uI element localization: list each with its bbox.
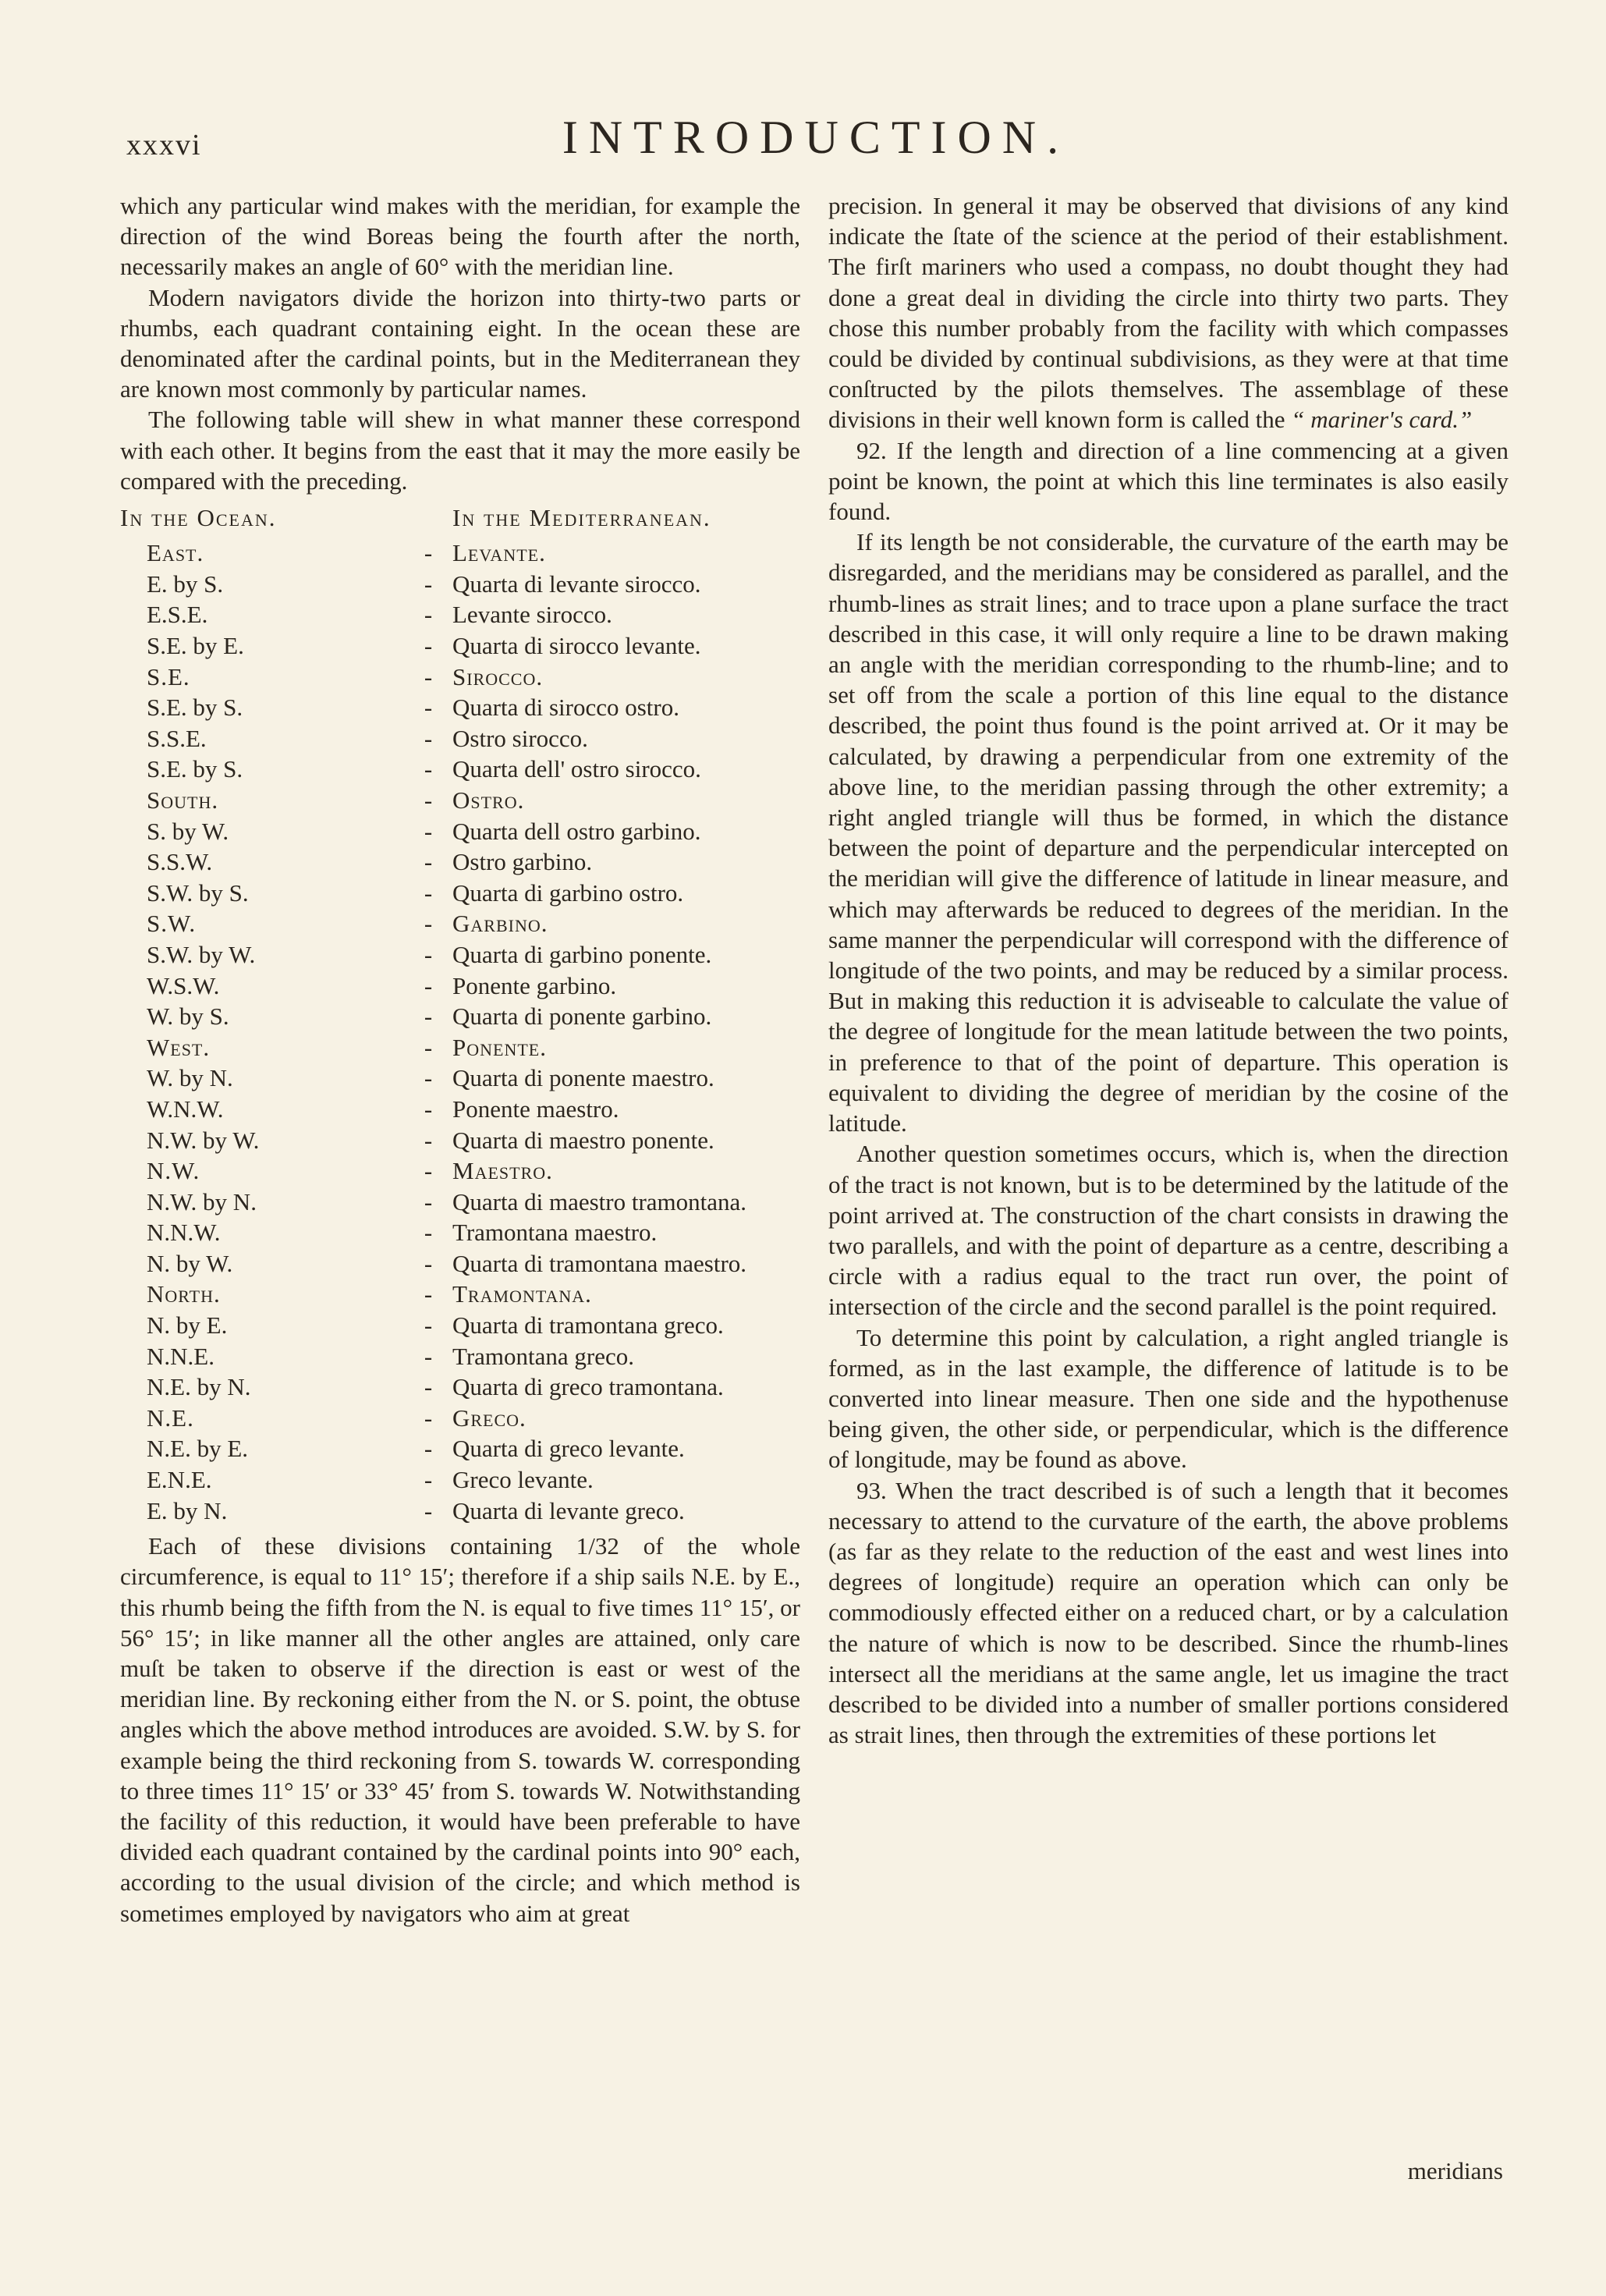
mediterranean-name: Tramontana. xyxy=(452,1280,592,1308)
table-row xyxy=(120,878,800,909)
table-row xyxy=(120,1217,800,1248)
row-dash: - xyxy=(424,1435,433,1463)
mediterranean-name: Maestro. xyxy=(452,1157,553,1185)
table-row xyxy=(120,1032,800,1063)
ocean-rhumb: N.N.E. xyxy=(147,1342,214,1370)
table-row xyxy=(120,1155,800,1187)
table-body xyxy=(120,538,800,1526)
row-dash: - xyxy=(424,1064,433,1092)
mediterranean-name: Levante sirocco. xyxy=(452,601,612,629)
mediterranean-name: Levante. xyxy=(452,539,546,567)
table-row xyxy=(120,1433,800,1464)
row-dash: - xyxy=(424,601,433,629)
table-row xyxy=(120,1372,800,1403)
ocean-rhumb: S.S.W. xyxy=(147,848,213,876)
ocean-rhumb: N.W. by W. xyxy=(147,1126,260,1154)
mediterranean-name: Quarta di sirocco ostro. xyxy=(452,694,679,722)
mediterranean-name: Quarta di maestro tramontana. xyxy=(452,1187,747,1215)
mediterranean-name: Ostro garbino. xyxy=(452,848,593,876)
mediterranean-name: Sirocco. xyxy=(452,662,544,690)
mediterranean-name: Quarta di maestro ponente. xyxy=(452,1126,714,1154)
right-paragraph-1 xyxy=(828,190,1509,435)
mediterranean-name: Tramontana maestro. xyxy=(452,1219,658,1247)
right-column xyxy=(828,190,1509,1750)
row-dash: - xyxy=(424,755,433,783)
table-row xyxy=(120,1187,800,1218)
row-dash: - xyxy=(424,662,433,690)
ocean-rhumb: E.N.E. xyxy=(147,1466,212,1494)
row-dash: - xyxy=(424,1373,433,1401)
row-dash: - xyxy=(424,632,433,660)
table-row xyxy=(120,1464,800,1496)
ocean-rhumb: W. by S. xyxy=(147,1003,229,1031)
ocean-rhumb: E. by N. xyxy=(147,1496,228,1524)
header-spacer xyxy=(404,502,452,538)
rhumb-correspondence-table xyxy=(120,502,800,1526)
table-row xyxy=(120,1403,800,1434)
row-dash: - xyxy=(424,694,433,722)
section-93-paragraph: 93. When the tract described is of such a length that it becomes necessary to attend to the curvature of the earth, the above problems (as far as they relate to the reduction of the east and west lines into degrees of longitude) require an operation which can only be commodiously effected either on a reduced chart, or by a calculation the nature of which is now to be described. Since the rhumb-lines intersect all the meridians at the same angle, let us imagine the tract described to be divided into a number of smaller portions considered as strait lines, then through the extremities of these portions let xyxy=(828,1476,1509,1749)
row-dash: - xyxy=(424,724,433,752)
mediterranean-name: Ponente garbino. xyxy=(452,971,617,999)
section-92-paragraph: 92. If the length and direction of a line commencing at a given point be known, the point at which this line terminates is also easily found. xyxy=(828,436,1509,526)
table-row xyxy=(120,538,800,569)
row-dash: - xyxy=(424,786,433,814)
row-dash: - xyxy=(424,1126,433,1154)
table-row xyxy=(120,1310,800,1341)
mediterranean-name: Ostro sirocco. xyxy=(452,724,588,752)
mediterranean-name: Quarta di tramontana maestro. xyxy=(452,1249,747,1277)
row-dash: - xyxy=(424,1033,433,1061)
left-column xyxy=(120,190,800,1929)
mediterranean-name: Garbino. xyxy=(452,910,548,938)
mediterranean-name: Ponente. xyxy=(452,1033,547,1061)
ocean-rhumb: S.E. by E. xyxy=(147,632,244,660)
table-row xyxy=(120,754,800,785)
mediterranean-name: Quarta dell' ostro sirocco. xyxy=(452,755,701,783)
row-dash: - xyxy=(424,1003,433,1031)
mediterranean-name: Quarta dell ostro garbino. xyxy=(452,817,701,845)
ocean-rhumb: N.E. xyxy=(147,1404,194,1432)
table-row xyxy=(120,1341,800,1372)
ocean-rhumb: W.S.W. xyxy=(147,971,220,999)
ocean-rhumb: S.W. by W. xyxy=(147,940,256,968)
row-dash: - xyxy=(424,1496,433,1524)
row-dash: - xyxy=(424,539,433,567)
page-header xyxy=(126,111,1505,165)
ocean-rhumb: E.S.E. xyxy=(147,601,208,629)
table-header-row xyxy=(120,502,800,538)
row-dash: - xyxy=(424,1342,433,1370)
left-paragraph-1: which any particular wind makes with the meridian, for example the direction of the wind Boreas being the fourth after the north, necessarily makes an angle of 60° with the meridian line. xyxy=(120,192,800,281)
ocean-rhumb: East. xyxy=(147,539,204,567)
row-dash: - xyxy=(424,971,433,999)
mediterranean-name: Ponente maestro. xyxy=(452,1095,619,1123)
table-row xyxy=(120,971,800,1002)
mediterranean-name: Quarta di ponente maestro. xyxy=(452,1064,714,1092)
ocean-rhumb: W.N.W. xyxy=(147,1095,224,1123)
mediterranean-name: Ostro. xyxy=(452,786,525,814)
mediterranean-name: Quarta di greco levante. xyxy=(452,1435,685,1463)
table-row xyxy=(120,1001,800,1032)
row-dash: - xyxy=(424,817,433,845)
row-dash: - xyxy=(424,848,433,876)
table-row xyxy=(120,846,800,878)
table-row xyxy=(120,692,800,723)
right-paragraph-3: If its length be not considerable, the curvature of the earth may be disregarded, and the meridians may be considered as parallel, and the rhumb-lines as strait lines; and to trace upon a plane surface the tract described in this case, it will only require a line to be drawn making an angle with the meridian corresponding to the rhumb-line; and to set off from the scale a portion of this line equal to the distance described, the point thus found is the point arrived at. Or it may be calculated, by drawing a perpendicular from one extremity of the above line, to the meridian passing through the other extremity; a right angled triangle will thus be formed, in which the distance between the point of departure and the perpendicular intercepted on the meridian will give the difference of latitude in linear measure, and which may afterwards be reduced to degrees of the meridian. In the same manner the perpendicular will correspond with the difference of longitude of the two points, and may be reduced by a similar process. But in making this reduction it is adviseable to calculate the value of the degree of longitude for the mean latitude between the two points, in preference to that of the point of departure. This operation is equivalent to dividing the degree of meridian by the cosine of the latitude. xyxy=(828,528,1509,1137)
row-dash: - xyxy=(424,570,433,598)
row-dash: - xyxy=(424,1466,433,1494)
row-dash: - xyxy=(424,1187,433,1215)
row-dash: - xyxy=(424,1404,433,1432)
row-dash: - xyxy=(424,1311,433,1340)
mediterranean-name: Tramontana greco. xyxy=(452,1342,635,1370)
row-dash: - xyxy=(424,940,433,968)
page-number: xxxvi xyxy=(126,129,202,161)
left-paragraph-3: The following table will shew in what manner these correspond with each other. It begins from the east that it may the more easily be compared with the preceding. xyxy=(120,406,800,495)
table-row xyxy=(120,1094,800,1125)
right-paragraph-5: To determine this point by calculation, a right angled triangle is formed, as in the last example, the difference of latitude is to be converted into linear measure. Then one side and the hypothenuse being given, the other side, or perpendicular, which is the difference of longitude, may be found as above. xyxy=(828,1323,1509,1474)
ocean-rhumb: N. by W. xyxy=(147,1249,233,1277)
table-row xyxy=(120,662,800,693)
ocean-rhumb: S.E. by S. xyxy=(147,755,243,783)
ocean-rhumb: S.E. by S. xyxy=(147,694,243,722)
running-title: INTRODUCTION. xyxy=(562,112,1070,163)
header-mediterranean: In the Mediterranean. xyxy=(452,504,711,532)
right-paragraph-4: Another question sometimes occurs, which is, when the direction of the tract is not known, but is to be determined by the latitude of the point arrived at. The construction of the chart consists in drawing the two parallels, and with the point of departure as a centre, describing a circle with a radius equal to the tract run over, the point of intersection of the circle and the second parallel is the point required. xyxy=(828,1140,1509,1321)
row-dash: - xyxy=(424,1249,433,1277)
ocean-rhumb: S.S.E. xyxy=(147,724,207,752)
table-row xyxy=(120,816,800,847)
header-ocean: In the Ocean. xyxy=(120,504,277,532)
mediterranean-name: Greco. xyxy=(452,1404,526,1432)
right-paragraph-1-text: precision. In general it may be observed that divisions of any kind indicate the ſtate of the science at the period of their establishment. The firſt mariners who used a compass, no doubt thought they had done a great deal in dividing the circle into thirty two parts. They chose this number probably from the facility with which compasses could be divided by continual subdivisions, as they were at that time conſtructed by the pilots themselves. The assemblage of these divisions in their well known form is called the xyxy=(828,192,1509,434)
ocean-rhumb: N.E. by E. xyxy=(147,1435,249,1463)
ocean-rhumb: S.W. xyxy=(147,910,197,938)
catchword: meridians xyxy=(1407,2157,1503,2184)
ocean-rhumb: N.W. by N. xyxy=(147,1187,257,1215)
table-row xyxy=(120,1496,800,1527)
ocean-rhumb: W. by N. xyxy=(147,1064,233,1092)
ocean-rhumb: S. by W. xyxy=(147,817,229,845)
mediterranean-name: Quarta di sirocco levante. xyxy=(452,632,701,660)
table-row xyxy=(120,1125,800,1156)
table-row xyxy=(120,569,800,600)
ocean-rhumb: N.E. by N. xyxy=(147,1373,251,1401)
table-row xyxy=(120,1063,800,1094)
ocean-rhumb: North. xyxy=(147,1280,221,1308)
left-paragraph-4: Each of these divisions containing 1/32 of the whole circumference, is equal to 11° 15′; therefore if a ship sails N.E. by E., this rhumb being the fifth from the N. is equal to five times 11° 15′, or 56° 15′; in like manner all the other angles are attained, only care muſt be taken to observe if the direction is east or west of the meridian line. By reckoning either from the N. or S. point, the obtuse angles which the above method introduces are avoided. S.W. by S. for example being the third reckoning from S. towards W. corresponding to three times 11° 15′ or 33° 45′ from S. towards W. Notwithstanding the facility of this reduction, it would have been preferable to have divided each quadrant contained by the cardinal points into 90° each, according to the usual division of the circle; and which method is sometimes employed by navigators who aim at great xyxy=(120,1532,800,1927)
row-dash: - xyxy=(424,1157,433,1185)
ocean-rhumb: S.E. xyxy=(147,662,190,690)
table-row xyxy=(120,630,800,662)
table-row xyxy=(120,1279,800,1310)
table-row xyxy=(120,1248,800,1279)
row-dash: - xyxy=(424,1095,433,1123)
row-dash: - xyxy=(424,878,433,907)
mediterranean-name: Quarta di tramontana greco. xyxy=(452,1311,724,1340)
mediterranean-name: Quarta di garbino ostro. xyxy=(452,878,684,907)
ocean-rhumb: West. xyxy=(147,1033,211,1061)
ocean-rhumb: N.W. xyxy=(147,1157,200,1185)
mediterranean-name: Greco levante. xyxy=(452,1466,594,1494)
table-row xyxy=(120,785,800,816)
mediterranean-name: Quarta di greco tramontana. xyxy=(452,1373,724,1401)
left-paragraph-2: Modern navigators divide the horizon into thirty-two parts or rhumbs, each quadrant containing eight. In the ocean these are denominated after the cardinal points, but in the Mediterranean they are known most commonly by particular names. xyxy=(120,283,800,403)
mariners-card-quote: “ mariner's card.” xyxy=(1291,406,1473,434)
ocean-rhumb: N. by E. xyxy=(147,1311,228,1340)
ocean-rhumb: S.W. by S. xyxy=(147,878,249,907)
mediterranean-name: Quarta di garbino ponente. xyxy=(452,940,712,968)
table-row xyxy=(120,908,800,939)
ocean-rhumb: E. by S. xyxy=(147,570,224,598)
mediterranean-name: Quarta di levante greco. xyxy=(452,1496,685,1524)
ocean-rhumb: South. xyxy=(147,786,219,814)
row-dash: - xyxy=(424,1219,433,1247)
ocean-rhumb: N.N.W. xyxy=(147,1219,221,1247)
table-row xyxy=(120,939,800,971)
table-row xyxy=(120,599,800,630)
mediterranean-name: Quarta di ponente garbino. xyxy=(452,1003,712,1031)
row-dash: - xyxy=(424,910,433,938)
table-row xyxy=(120,723,800,754)
row-dash: - xyxy=(424,1280,433,1308)
mediterranean-name: Quarta di levante sirocco. xyxy=(452,570,701,598)
